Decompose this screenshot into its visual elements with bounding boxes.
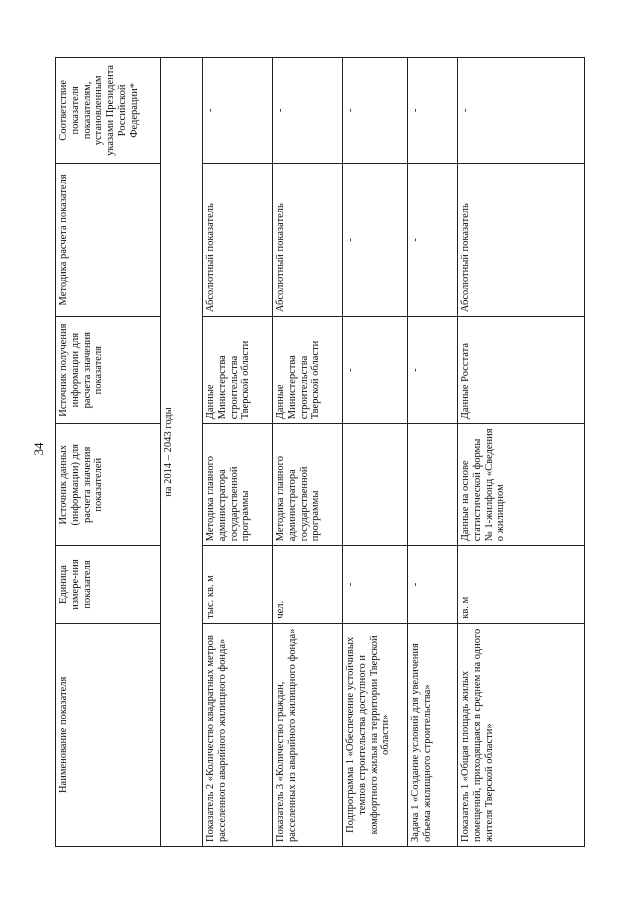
- table-row-subprogram: [343, 58, 408, 847]
- table-row: [458, 58, 585, 847]
- period-cell: [161, 58, 203, 847]
- row-method: -: [343, 163, 408, 316]
- row-info-source: Данные Министерства строительства Тверской области: [273, 317, 343, 424]
- header-unit: Единица измере-ния показателя: [56, 546, 161, 623]
- row-data-source: [408, 424, 458, 546]
- row-name: Задача 1 «Создание условий для увеличения объема жилищного строительства»: [408, 623, 458, 846]
- header-data-source: Источник данных (информации) для расчета значения показателей: [56, 424, 161, 546]
- table-row: [203, 58, 273, 847]
- period-label: на 2014 – 2043 годы: [163, 407, 174, 497]
- row-compliance: -: [408, 58, 458, 164]
- row-compliance: -: [273, 58, 343, 164]
- row-data-source: Методика главного администратора государственной программы: [273, 424, 343, 546]
- row-data-source: Методика главного администратора государственной программы: [203, 424, 273, 546]
- row-data-source: [343, 424, 408, 546]
- row-compliance: -: [203, 58, 273, 164]
- table-row: [273, 58, 343, 847]
- row-name: Подпрограмма 1 «Обеспечение устойчивых темпов строительства доступного и комфортного жилья на территории Тверской области»: [343, 623, 408, 846]
- row-unit: тыс. кв. м: [203, 546, 273, 623]
- row-info-source: -: [343, 317, 408, 424]
- row-name: Показатель 1 «Общая площадь жилых помещений, приходящаяся в среднем на одного жителя Тверской области»: [458, 623, 585, 846]
- row-unit: кв. м: [458, 546, 585, 623]
- period-row: [161, 58, 203, 847]
- row-info-source: Данные Министерства строительства Тверской области: [203, 317, 273, 424]
- row-unit: -: [408, 546, 458, 623]
- row-name: Показатель 2 «Количество квадратных метров расселенного аварийного жилищного фонда»: [203, 623, 273, 846]
- indicators-table: [55, 57, 585, 847]
- row-unit: чел.: [273, 546, 343, 623]
- header-method: Методика расчета показателя: [56, 163, 161, 316]
- header-info-source: Источник получения информации для расчета значения показателя: [56, 317, 161, 424]
- row-data-source: Данные на основе статистической формы № 1-жилфонд «Сведения о жилищном: [458, 424, 585, 546]
- row-unit: -: [343, 546, 408, 623]
- row-compliance: -: [343, 58, 408, 164]
- row-method: Абсолютный показатель: [273, 163, 343, 316]
- page-number: 34: [31, 442, 46, 456]
- row-method: -: [408, 163, 458, 316]
- header-name: Наименование показателя: [56, 623, 161, 846]
- row-info-source: Данные Росстата: [458, 317, 585, 424]
- row-method: Абсолютный показатель: [458, 163, 585, 316]
- row-method: Абсолютный показатель: [203, 163, 273, 316]
- row-info-source: -: [408, 317, 458, 424]
- table-row-task: [408, 58, 458, 847]
- header-compliance: Соответствие показателя показателям, установленным указами Президента Российской Федерации*: [56, 58, 161, 164]
- indicators-table-rotated: [55, 57, 585, 847]
- row-name: Показатель 3 «Количество граждан, расселенных из аварийного жилищного фонда»: [273, 623, 343, 846]
- row-compliance: -: [458, 58, 585, 164]
- header-row: [56, 58, 161, 847]
